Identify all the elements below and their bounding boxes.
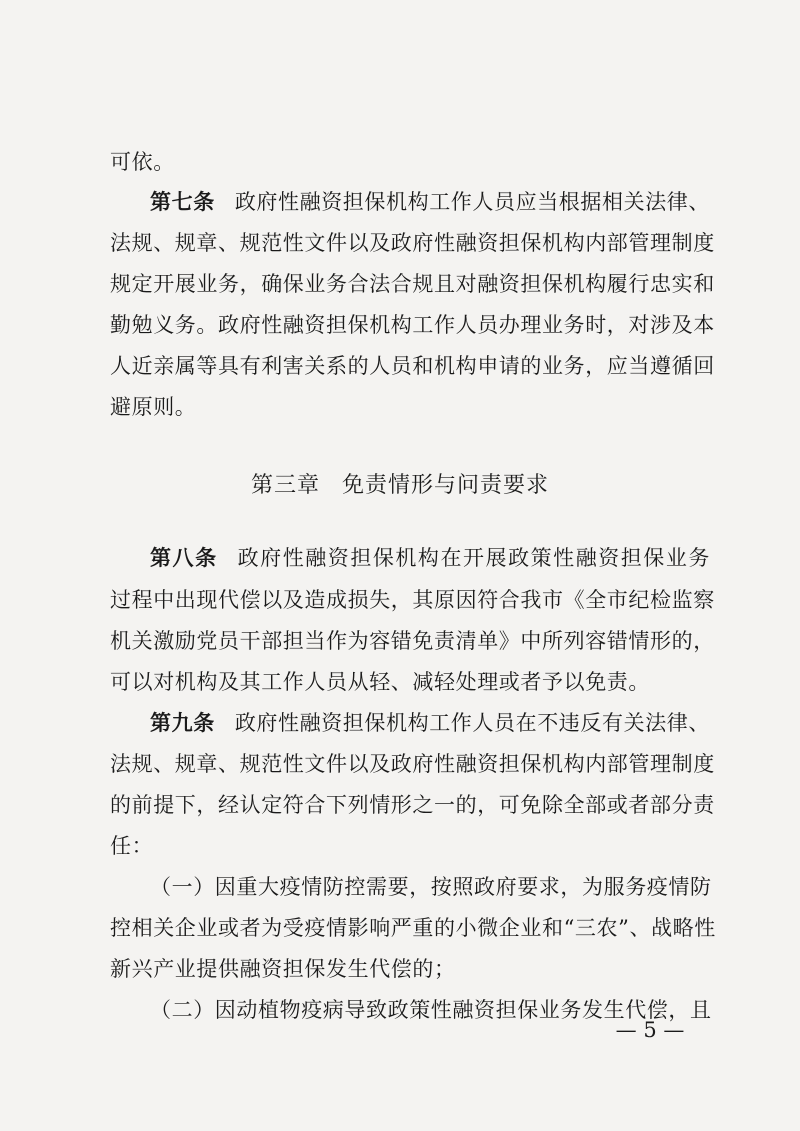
article-8-text: 政府性融资担保机构在开展政策性融资担保业务 (237, 546, 710, 570)
article-8-first-line (150, 546, 710, 570)
article-9-text: 政府性融资担保机构工作人员在不违反有关法律、 (234, 711, 711, 735)
article-9-line: 法规、规章、规范性文件以及政府性融资担保机构内部管理制度 (110, 752, 715, 776)
article-9-label: 第九条 (150, 711, 215, 735)
article-9-line: 任： (110, 834, 154, 858)
article-7-line: 法规、规章、规范性文件以及政府性融资担保机构内部管理制度 (110, 231, 715, 255)
article-8-line: 可以对机构及其工作人员从轻、减轻处理或者予以免责。 (110, 670, 650, 694)
chapter-heading (0, 468, 800, 499)
article-7-line: 避原则。 (110, 395, 197, 419)
item-1-line: （一）因重大疫情防控需要，按照政府要求，为服务疫情防 (150, 875, 712, 899)
item-1-line: 新兴产业提供融资担保发生代偿的； (110, 957, 456, 981)
page-number: — 5 — (615, 1018, 685, 1042)
article-9-line: 的前提下，经认定符合下列情形之一的，可免除全部或者部分责 (110, 793, 715, 817)
article-9-first-line (150, 711, 710, 735)
article-7-first-line (150, 190, 710, 214)
article-8-line: 机关激励党员干部担当作为容错免责清单》中所列容错情形的， (110, 629, 715, 653)
article-7-line: 规定开展业务，确保业务合法合规且对融资担保机构履行忠实和 (110, 272, 715, 296)
article-7-text: 政府性融资担保机构工作人员应当根据相关法律、 (234, 190, 711, 214)
article-8-label: 第八条 (150, 546, 218, 570)
article-7-line: 勤勉义务。政府性融资担保机构工作人员办理业务时，对涉及本 (110, 313, 715, 337)
article-7-label: 第七条 (150, 190, 215, 214)
item-2-line: （二）因动植物疫病导致政策性融资担保业务发生代偿，且 (150, 998, 712, 1022)
article-8-line: 过程中出现代偿以及造成损失，其原因符合我市《全市纪检监察 (110, 588, 715, 612)
item-1-line: 控相关企业或者为受疫情影响严重的小微企业和“三农”、战略性 (110, 916, 716, 940)
chapter-number: 第三章 (250, 473, 320, 498)
paragraph-line: 可依。 (110, 150, 175, 174)
chapter-title: 免责情形与问责要求 (342, 473, 550, 498)
article-7-line: 人近亲属等具有利害关系的人员和机构申请的业务，应当遵循回 (110, 354, 715, 378)
